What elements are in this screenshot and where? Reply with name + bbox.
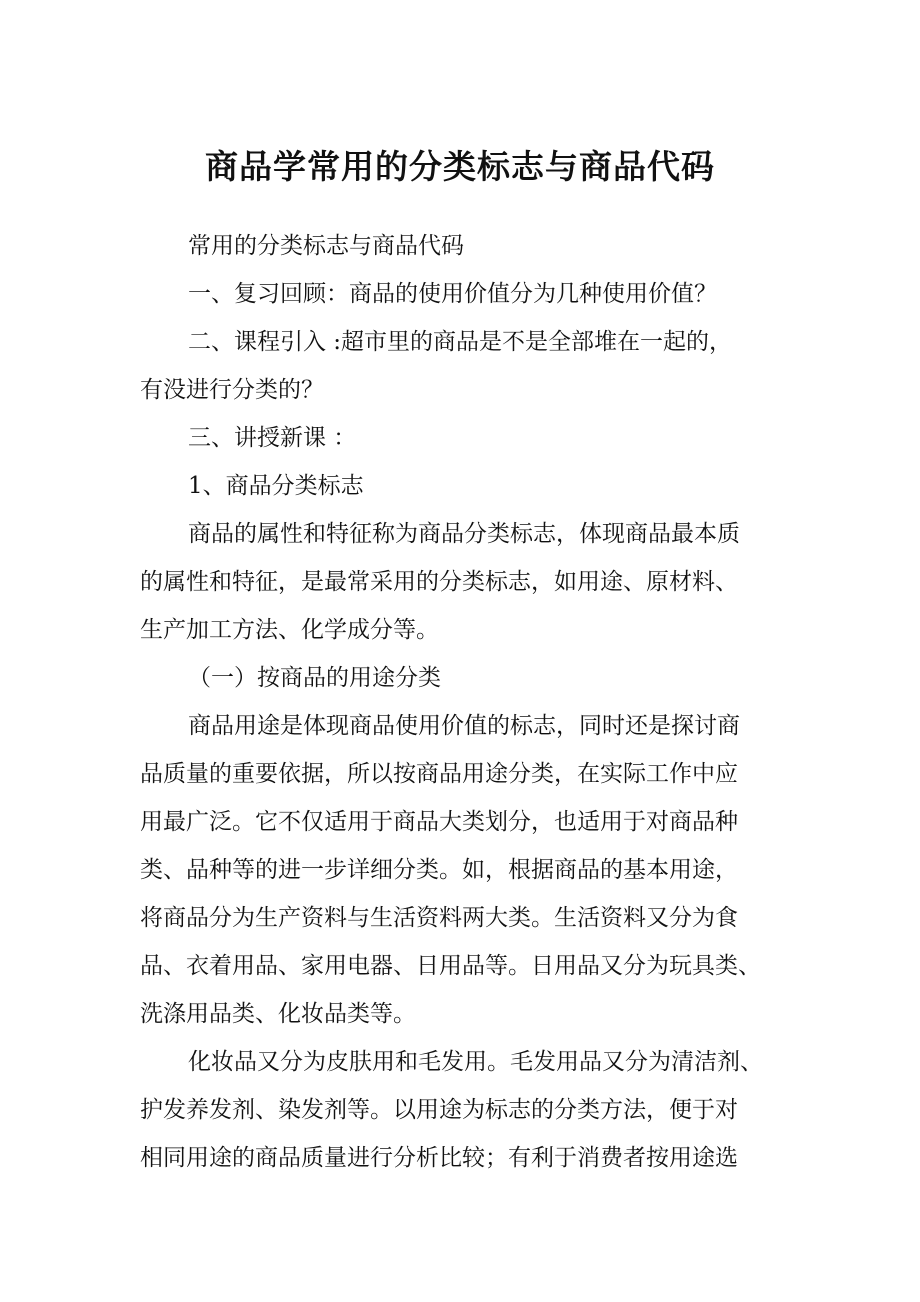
paragraph xyxy=(140,462,800,510)
paragraph xyxy=(140,702,800,1038)
text-line: 用最广泛。它不仅适用于商品大类划分，也适用于对商品种 xyxy=(140,809,738,835)
text-line: （一）按商品的用途分类 xyxy=(188,665,441,691)
text-line: 有没进行分类的？ xyxy=(140,377,324,403)
document-title: 商品学常用的分类标志与商品代码 xyxy=(205,147,715,186)
text-line: 三、讲授新课 ： xyxy=(188,425,357,451)
paragraph xyxy=(140,1038,800,1182)
text-line: 护发养发剂、染发剂等。以用途为标志的分类方法，便于对 xyxy=(140,1097,738,1123)
text-line: 品、衣着用品、家用电器、日用品等。日用品又分为玩具类、 xyxy=(140,953,761,979)
text-line: 商品的属性和特征称为商品分类标志，体现商品最本质 xyxy=(188,521,740,547)
text-line: 类、品种等的进一步详细分类。如，根据商品的基本用途， xyxy=(140,857,738,883)
paragraph xyxy=(140,222,800,270)
text-line: 1、商品分类标志 xyxy=(188,473,364,499)
text-line: 生产加工方法、化学成分等。 xyxy=(140,617,439,643)
text-line: 相同用途的商品质量进行分析比较；有利于消费者按用途选 xyxy=(140,1145,738,1171)
text-line: 一、复习回顾：商品的使用价值分为几种使用价值？ xyxy=(188,281,717,307)
text-line: 化妆品又分为皮肤用和毛发用。毛发用品又分为清洁剂、 xyxy=(188,1049,763,1075)
text-line: 将商品分为生产资料与生活资料两大类。生活资料又分为食 xyxy=(140,905,738,931)
document-body xyxy=(140,222,800,1182)
text-line: 二、课程引入 :超市里的商品是不是全部堆在一起的， xyxy=(188,329,733,355)
paragraph xyxy=(140,270,800,318)
paragraph xyxy=(140,318,800,414)
text-line: 品质量的重要依据，所以按商品用途分类，在实际工作中应 xyxy=(140,761,738,787)
text-line: 常用的分类标志与商品代码 xyxy=(188,233,464,259)
text-line: 洗涤用品类、化妆品类等。 xyxy=(140,1001,416,1027)
paragraph xyxy=(140,654,800,702)
text-line: 商品用途是体现商品使用价值的标志，同时还是探讨商 xyxy=(188,713,740,739)
text-line: 的属性和特征，是最常采用的分类标志，如用途、原材料、 xyxy=(140,569,738,595)
paragraph xyxy=(140,510,800,654)
paragraph xyxy=(140,414,800,462)
